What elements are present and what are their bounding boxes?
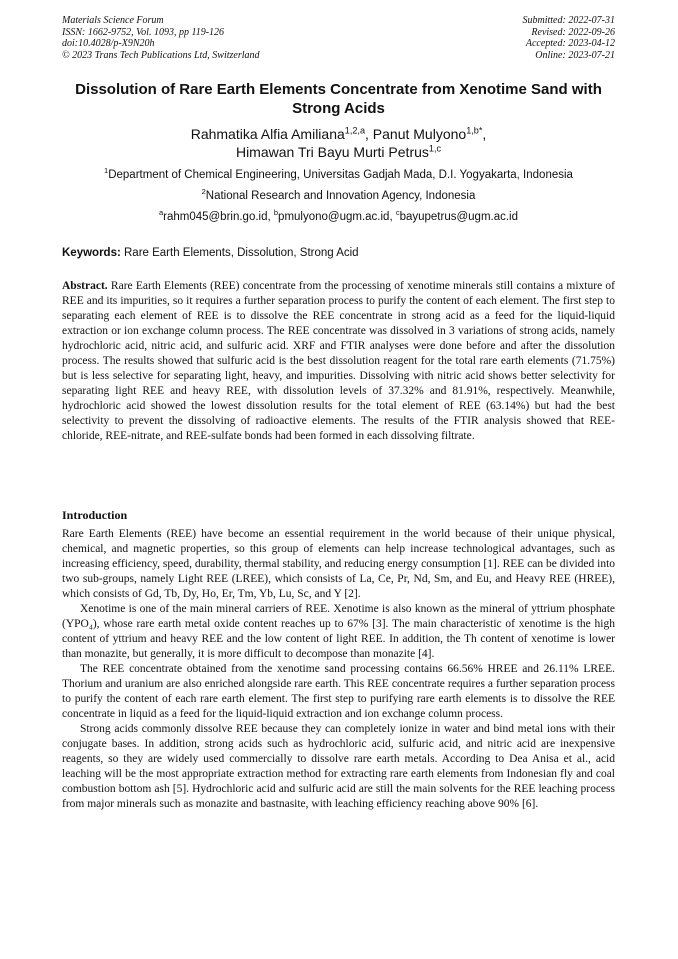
affiliation-text: National Research and Innovation Agency, Indonesia (205, 190, 476, 202)
author-affiliation-marker: 1,2,a (344, 125, 366, 136)
email-marker: b (273, 208, 279, 218)
email-marker: c (395, 208, 400, 218)
keywords-text: Rare Earth Elements, Dissolution, Strong Acid (124, 247, 359, 259)
journal-doi[interactable]: doi:10.4028/p-X9N20h (62, 38, 155, 49)
section-heading-introduction: Introduction (62, 508, 128, 522)
affiliation-marker: 1 (104, 166, 109, 176)
journal-issn: ISSN: 1662-9752, Vol. 1093, pp 119-126 (62, 26, 225, 38)
author-name: Rahmatika Alfia Amiliana (190, 126, 345, 142)
publication-dates (523, 15, 616, 61)
introduction-body (62, 527, 615, 812)
affiliation-marker: 2 (201, 187, 206, 197)
journal-name: Materials Science Forum (62, 15, 164, 26)
author-emails: $^a$rahm045@brin.go.id, $^b$pmulyono@ugm.ac.id, $^c$bayupetrus@ugm.ac.id (158, 208, 519, 223)
affiliation-text: Department of Chemical Engineering, Universitas Gadjah Mada, D.I. Yogyakarta, Indonesia (108, 169, 573, 181)
date-submitted: Submitted: 2022-07-31 (522, 15, 615, 26)
email-marker: a (158, 208, 164, 218)
keywords-label: Keywords: (62, 247, 121, 259)
date-accepted: Accepted: 2023-04-12 (525, 38, 615, 49)
author-name: Panut Mulyono (372, 126, 467, 142)
paragraph: Rare Earth Elements (REE) have become an essential requirement in the world because of their unique physical, chemical, and magnetic properties, so this group of elements can help increase technological advantages, such as increasing efficiency, speed, durability, thermal stability, and reducing energy consumption [1]. REE can be divided into two sub-groups, namely Light REE (LREE), which consists of La, Ce, Pr, Nd, Sm, and Eu, and Heavy REE (HREE), which consists of Gd, Tb, Dy, Ho, Er, Tm, Yb, Lu, Sc, and Y [2]. (62, 528, 616, 600)
date-revised: Revised: 2022-09-26 (531, 26, 615, 38)
paper-title: Dissolution of Rare Earth Elements Concentrate from Xenotime Sand with Strong Acids (75, 81, 602, 117)
author-list: Rahmatika Alfia Amiliana$^{1,2,a}$, Panut Mulyono$^{1,b*}$, Himawan Tri Bayu Murti Petrus$^{1,c}$ (190, 125, 487, 160)
abstract-label: Abstract. (62, 280, 108, 292)
author-affiliation-marker: 1,c (428, 143, 442, 154)
journal-info (62, 15, 260, 61)
email-link[interactable]: pmulyono@ugm.ac.id (278, 211, 390, 223)
journal-copyright: © 2023 Trans Tech Publications Ltd, Switzerland (62, 49, 260, 61)
journal-header (62, 15, 615, 61)
date-online: Online: 2023-07-21 (535, 49, 615, 61)
keywords (62, 246, 615, 260)
email-link[interactable]: rahm045@brin.go.id (163, 211, 268, 223)
email-link[interactable]: bayupetrus@ugm.ac.id (399, 211, 519, 223)
affiliation-1 (62, 168, 615, 182)
paragraph: Xenotime is one of the main mineral carriers of REE. Xenotime is also known as the mineral of yttrium phosphate (YPO₄), whose rare earth metal oxide content reaches up to 67% [3]. The main characteristic of xenotime is the high content of yttrium and heavy REE and the low content of light REE. In addition, the Th content of xenotime is lower than monazite, but generally, it is more difficult to decompose than monazite [4]. (62, 603, 615, 660)
author-name: Himawan Tri Bayu Murti Petrus (235, 144, 429, 160)
abstract-text: Rare Earth Elements (REE) concentrate from the processing of xenotime minerals still contains a mixture of REE and its impurities, so it requires a further separation process to purify the content of each element. The first step to separating each element of REE is to dissolve the REE concentrate in strong acid as a feed for the liquid-liquid extraction or ion exchange column process. The REE concentrate was dissolved in 3 variations of strong acids, namely hydrochloric acid, nitric acid, and sulfuric acid. XRF and FTIR analyses were done before and after the dissolution process. The results showed that sulfuric acid is the best dissolution reagent for the total rare earth elements (71.75%) but is less selective for separating light, heavy, and impurities. Dissolving with nitric acid shows better selectivity for separating light REE and heavy REE, with dissolution levels of 37.32% and 81.91%, respectively. Meanwhile, hydrochloric acid showed the lowest dissolution results for the total element of REE (63.14%) but had the best selectivity to prevent the dissolving of radioactive elements. The results of the FTIR analysis showed that REE-chloride, REE-nitrate, and REE-sulfate bonds had been formed in each dissolving filtrate. (62, 280, 615, 442)
affiliation-2 (62, 189, 615, 203)
paragraph: The REE concentrate obtained from the xenotime sand processing contains 66.56% HREE and 26.11% LREE. Thorium and uranium are also enriched alongside rare earth. This REE concentrate requires a further separation process to purify the content of each rare earth element. The first step to purifying rare earth elements is to dissolve the REE concentrate in liquid as a feed for the liquid-liquid extraction and ion exchange column process. (62, 663, 615, 720)
author-affiliation-marker: 1,b* (466, 125, 483, 136)
paragraph: Strong acids commonly dissolve REE because they can completely ionize in water and bind metal ions with their conjugate bases. In addition, strong acids such as hydrochloric acid, sulfuric acid, and nitric acid are inexpensive reagents, so they are widely used commercially to dissolve rare earth metals. According to Dea Anisa et al., acid leaching will be the most appropriate extraction method for extracting rare earth elements from Indonesian fly and coal combustion bottom ash [5]. Hydrochloric acid and sulfuric acid are still the main solvents for the REE leaching process from major minerals such as monazite and bastnasite, with leaching efficiency reaching above 90% [6]. (62, 723, 615, 810)
abstract (62, 279, 615, 444)
